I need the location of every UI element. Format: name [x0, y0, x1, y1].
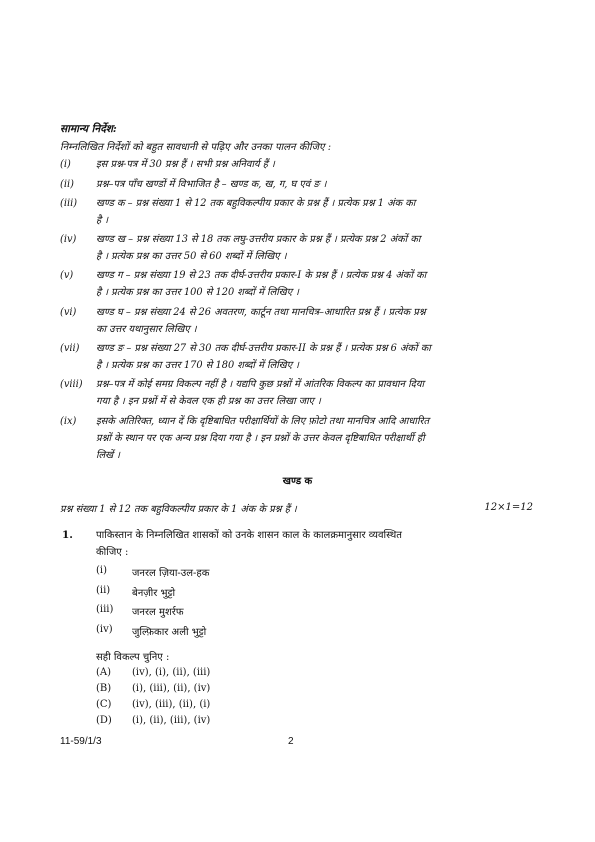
list-item: (ii) बेनज़ीर भुट्टो	[96, 585, 176, 599]
paper-code: 11-59/1/3	[60, 736, 102, 747]
question-number: 1.	[62, 529, 73, 541]
instruction-item: (ii) प्रश्न–पत्र पाँच खण्डों में विभाजित है – खण्ड क, ख, ग, घ एवं ङ ।	[60, 179, 327, 190]
instruction-item: (ix) इसके अतिरिक्त, ध्यान दें कि दृष्टिबाधित परीक्षार्थियों के लिए फ़ोटो तथा मानचित्र आदि आधारित प्रश्नों के स्थान पर एक अन्य प्रश्न दिया गया है । इन प्रश्नों के उत्तर केवल दृष्टिबाधित परीक्षार्थी ही लिखें ।	[60, 416, 430, 461]
answer-option: (A) (iv), (i), (ii), (iii)	[96, 667, 211, 678]
section-title: खण्ड क	[282, 476, 313, 487]
page-number: 2	[288, 736, 294, 747]
answer-option: (B) (i), (iii), (ii), (iv)	[96, 683, 211, 694]
list-item: (iii) जनरल मुशर्रफ	[96, 604, 184, 618]
instruction-item: (i) इस प्रश्न-पत्र में 30 प्रश्न हैं । सभी प्रश्न अनिवार्य हैं ।	[60, 159, 275, 170]
instruction-item: (vi) खण्ड घ – प्रश्न संख्या 24 से 26 अवतरण, कार्टून तथा मानचित्र–आधारित प्रश्न हैं । प्रत्येक प्रश्न का उत्तर यथानुसार लिखिए ।	[60, 307, 426, 335]
instructions-heading: सामान्य निर्देश:	[60, 123, 117, 135]
section-note: प्रश्न संख्या 1 से 12 तक बहुविकल्पीय प्रकार के 1 अंक के प्रश्न हैं ।	[60, 504, 297, 515]
section-marks: 12×1=12	[484, 502, 533, 513]
instruction-item: (viii) प्रश्न–पत्र में कोई समग्र विकल्प नहीं है । यद्यपि कुछ प्रश्नों में आंतरिक विकल्प का प्रावधान दिया गया है । इन प्रश्नों में से केवल एक ही प्रश्न का उत्तर लिखा जाए ।	[60, 379, 425, 407]
list-item: (i) जनरल ज़िया-उल-हक	[96, 565, 210, 579]
instruction-item: (iv) खण्ड ख – प्रश्न संख्या 13 से 18 तक लघु-उत्तरीय प्रकार के प्रश्न हैं । प्रत्येक प्रश्न 2 अंकों का है । प्रत्येक प्रश्न का उत्तर 50 से 60 शब्दों में लिखिए ।	[60, 234, 421, 262]
instruction-item: (vii) खण्ड ङ – प्रश्न संख्या 27 से 30 तक दीर्घ-उत्तरीय प्रकार-II के प्रश्न हैं । प्रत्येक प्रश्न 6 अंकों का है । प्रत्येक प्रश्न का उत्तर 170 से 180 शब्दों में लिखिए ।	[60, 343, 431, 371]
instruction-item: (iii) खण्ड क – प्रश्न संख्या 1 से 12 तक बहुविकल्पीय प्रकार के प्रश्न हैं । प्रत्येक प्रश्न 1 अंक का है ।	[60, 198, 416, 226]
instruction-item: (v) खण्ड ग – प्रश्न संख्या 19 से 23 तक दीर्घ-उत्तरीय प्रकार-I के प्रश्न हैं । प्रत्येक प्रश्न 4 अंकों का है । प्रत्येक प्रश्न का उत्तर 100 से 120 शब्दों में लिखिए ।	[60, 270, 427, 298]
instructions-intro: निम्नलिखित निर्देशों को बहुत सावधानी से पढ़िए और उनका पालन कीजिए :	[60, 142, 332, 153]
answer-option: (C) (iv), (iii), (ii), (i)	[96, 699, 211, 710]
question-text: पाकिस्तान के निम्नलिखित शासकों को उनके शासन काल के कालक्रमानुसार व्यवस्थित कीजिए :	[96, 530, 402, 558]
list-item: (iv) जुल्फ़िकार अली भुट्टो	[96, 624, 207, 638]
answer-option: (D) (i), (ii), (iii), (iv)	[96, 715, 211, 726]
choose-label: सही विकल्प चुनिए :	[96, 652, 170, 663]
